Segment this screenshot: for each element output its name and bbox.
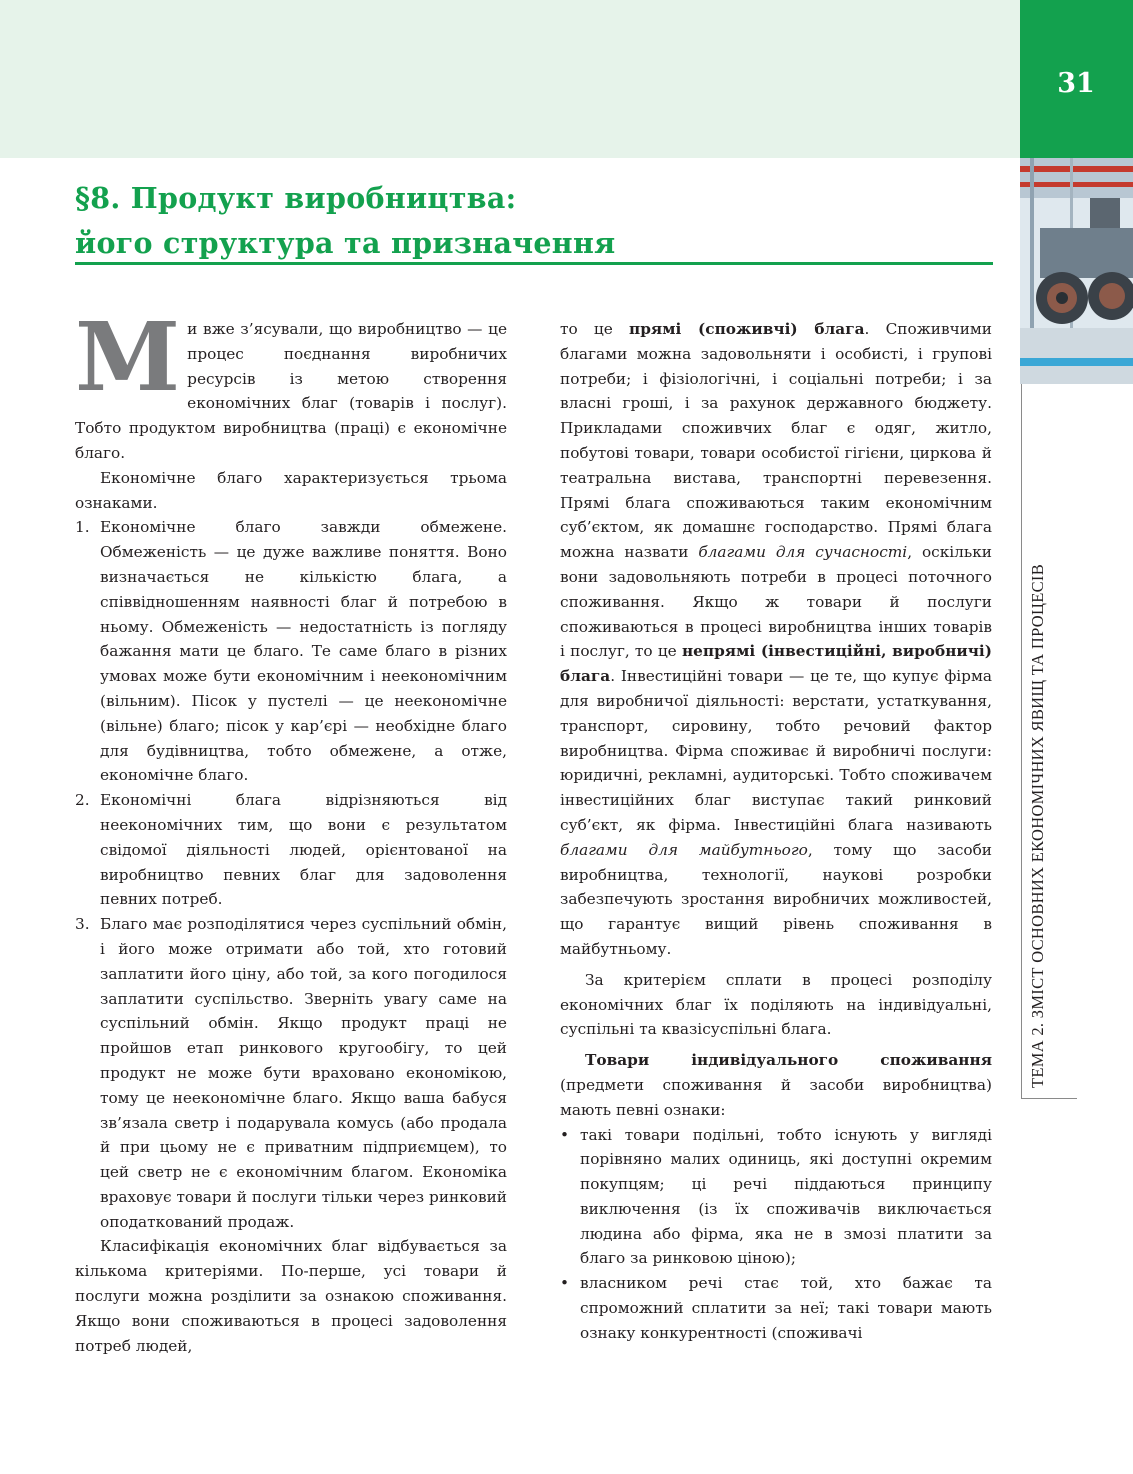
bullet-item	[560, 1271, 992, 1345]
right-column	[560, 317, 992, 1346]
text-run: (предмети споживання й засоби виробництва) мають певні ознаки:	[560, 1075, 992, 1119]
factory-photo	[1020, 158, 1133, 384]
section-title	[75, 176, 995, 266]
intro-paragraph	[75, 302, 507, 466]
bullet-text: такі товари подільні, тобто існують у вигляді порівняно малих одиниць, які доступні окремим покупцям; ці речі піддаються принципу виключення (із їх споживачів виключається людина або фірма, яка не в змозі платити за благо за ринковою ціною);	[580, 1125, 992, 1268]
list-item	[75, 912, 507, 1234]
drop-cap: М	[75, 302, 181, 413]
bullet-text: власником речі стає той, хто бажає та спроможний сплатити за неї; такі товари мають ознаку конкурентності (споживачі	[580, 1274, 992, 1342]
text-run: . Споживчими благами можна задовольняти і особисті, і групові потреби; і фізіологічні, і соціальні потреби; і за власні гроші, і за рахунок державного бюджету. Прикладами споживчих благ є одяг, житло, побутові товари, товари особистої гігієни, циркова й театральна вистава, транспортні перевезення. Прямі блага споживаються таким економічним суб’єктом, як домашнє господарство. Прямі блага можна назвати	[560, 320, 992, 562]
running-head: ТЕМА 2. ЗМІСТ ОСНОВНИХ ЕКОНОМІЧНИХ ЯВИЩ ТА ПРОЦЕСІВ	[1028, 563, 1047, 1088]
title-underline	[75, 262, 993, 265]
text-run: то це	[560, 320, 630, 338]
paragraph: Класифікація економічних благ відбувається за кількома критеріями. По-перше, усі товари й послуги можна розділити за ознакою споживання. Якщо вони споживаються в процесі задоволення потреб людей,	[75, 1237, 507, 1355]
list-item	[75, 515, 507, 788]
text-run: , оскільки вони задовольняють потреби в процесі поточного споживання. Якщо ж товари й послуги споживаються в процесі виробництва інших товарів і послуг, то це	[560, 543, 992, 661]
term-bold: непрямі (інвестиційні, виробничі) блага	[560, 642, 992, 686]
page-number: 31	[1057, 68, 1095, 99]
list-text: Економічні блага відрізняються від неекономічних тим, що вони є результатом свідомої діяльності людей, орієнтованої на виробництво певних благ для задоволення певних потреб.	[100, 791, 507, 909]
left-column	[75, 302, 507, 1358]
term-bold: прямі (споживчі) блага	[629, 320, 865, 338]
text-run: . Інвестиційні товари — це те, що купує фірма для виробничої діяльності: верстати, устаткування, транспорт, сировину, тобто речовий фактор виробництва. Фірма споживає й виробничі послуги: юридичні, рекламні, аудиторські. Тобто споживачем інвестиційних благ виступає такий ринковий суб’єкт, як фірма. Інвестиційні блага називають	[560, 667, 992, 834]
list-number: 3.	[75, 915, 90, 934]
section-title-line2: його структура та призначення	[75, 226, 616, 260]
paragraph: За критерієм сплати в процесі розподілу економічних благ їх поділяють на індивідуальні, суспільні та квазісуспільні блага.	[560, 970, 992, 1039]
paragraph	[560, 1048, 992, 1122]
paragraph: Економічне благо характеризується трьома ознаками.	[75, 468, 507, 512]
term-italic: благами для сучасності	[698, 543, 908, 562]
list-number: 1.	[75, 518, 90, 537]
bullet-icon: •	[560, 1125, 570, 1144]
side-rule	[1021, 384, 1022, 1099]
list-number: 2.	[75, 791, 90, 810]
term-italic: благами для майбутнього	[560, 840, 808, 859]
header-band	[0, 0, 1020, 158]
paragraph	[560, 317, 992, 962]
list-text: Благо має розподілятися через суспільний обмін, і його може отримати або той, хто готовий заплатити його ціну, або той, за кого погодилося заплатити суспільство. Зверніть увагу саме на суспільний обмін. Якщо продукт праці не пройшов етап ринкового кругообігу, то цей продукт не може бути враховано економікою, тому це неекономічне благо. Якщо ваша бабуся зв’язала светр і подарувала комусь (або продала й при цьому не є приватним підприємцем), то цей светр не є економічним благом. Економіка враховує товари й послуги тільки через ринковий оподаткований продаж.	[100, 915, 507, 1231]
text-run: , тому що засоби виробництва, технології, наукові розробки забезпечують зростання виробничих можливостей, що гарантує вищий рівень споживання в майбутньому.	[560, 840, 992, 958]
list-item	[75, 788, 507, 912]
section-title-line1: §8. Продукт виробництва:	[75, 181, 517, 215]
bullet-icon: •	[560, 1274, 570, 1293]
intro-text: и вже з’ясували, що виробництво — це процес поєднання виробничих ресурсів із метою створення економічних благ (товарів і послуг). Тобто продуктом виробництва (праці) є економічне благо.	[75, 320, 507, 462]
term-bold: Товари індивідуального споживання	[585, 1051, 992, 1070]
list-text: Економічне благо завжди обмежене. Обмеженість — це дуже важливе поняття. Воно визначається не кількістю блага, а співвідношенням наявності благ й потребою в ньому. Обмеженість — недостатність із погляду бажання мати це благо. Те саме благо в різних умовах може бути економічним і неекономічним (вільним). Пісок у пустелі — це неекономічне (вільне) благо; пісок у кар’єрі — необхідне благо для будівництва, тобто обмежене, а отже, економічне благо.	[100, 518, 507, 785]
side-rule-foot	[1021, 1098, 1077, 1099]
bullet-item	[560, 1123, 992, 1272]
